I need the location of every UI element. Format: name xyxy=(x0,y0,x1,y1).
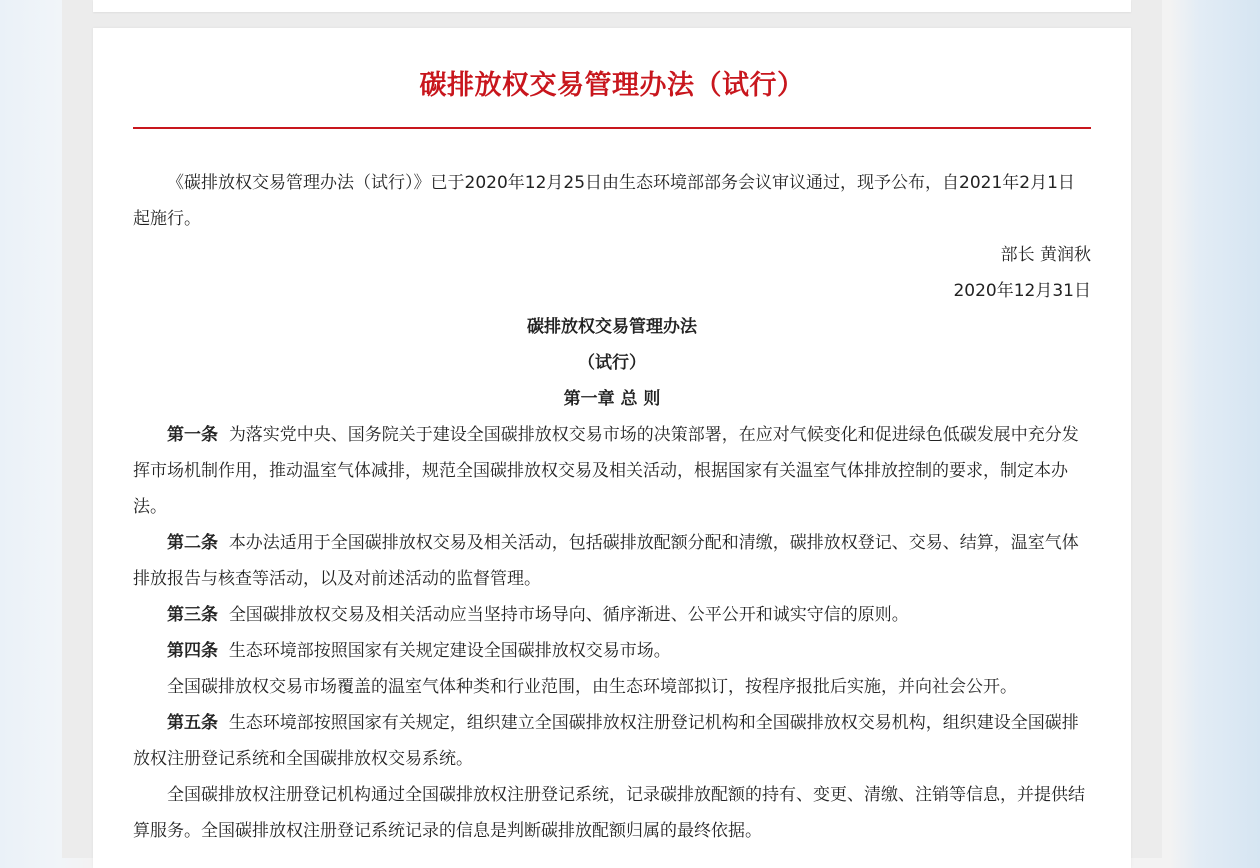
article-content xyxy=(133,28,1091,849)
article-paragraph xyxy=(133,597,1091,633)
preface-paragraph: 《碳排放权交易管理办法（试行）》已于2020年12月25日由生态环境部部务会议审议通过，现予公布，自2021年2月1日起施行。 xyxy=(133,173,1075,229)
signature-line: 部长 黄润秋 xyxy=(1000,245,1091,265)
document-subheading: （试行） xyxy=(578,353,646,373)
article-number: 第一条 xyxy=(167,425,218,445)
chapter-heading: 第一章 总 则 xyxy=(563,389,661,409)
article-continuation: 全国碳排放权交易市场覆盖的温室气体种类和行业范围，由生态环境部拟订，按程序报批后实施，并向社会公开。 xyxy=(167,677,1017,697)
previous-card-edge xyxy=(93,0,1131,12)
article-text: 本办法适用于全国碳排放权交易及相关活动，包括碳排放配额分配和清缴，碳排放权登记、交易、结算，温室气体排放报告与核查等活动，以及对前述活动的监督管理。 xyxy=(133,533,1079,589)
article-card xyxy=(93,28,1131,868)
article-title: 碳排放权交易管理办法（试行） xyxy=(419,70,805,101)
article-number: 第五条 xyxy=(167,713,218,733)
article-paragraph xyxy=(133,525,1091,597)
article-number: 第三条 xyxy=(167,605,218,625)
article-number: 第四条 xyxy=(167,641,218,661)
document-heading: 碳排放权交易管理办法 xyxy=(527,317,697,337)
article-text: 生态环境部按照国家有关规定，组织建立全国碳排放权注册登记机构和全国碳排放权交易机构，组织建设全国碳排放权注册登记系统和全国碳排放权交易系统。 xyxy=(133,713,1079,769)
article-text: 生态环境部按照国家有关规定建设全国碳排放权交易市场。 xyxy=(228,641,671,661)
date-line: 2020年12月31日 xyxy=(953,281,1091,301)
article-body xyxy=(133,165,1091,849)
article-text: 全国碳排放权交易及相关活动应当坚持市场导向、循序渐进、公平公开和诚实守信的原则。 xyxy=(228,605,909,625)
title-divider xyxy=(133,127,1091,129)
article-paragraph xyxy=(133,705,1091,777)
article-paragraph xyxy=(133,633,1091,669)
article-text: 为落实党中央、国务院关于建设全国碳排放权交易市场的决策部署，在应对气候变化和促进绿色低碳发展中充分发挥市场机制作用，推动温室气体减排，规范全国碳排放权交易及相关活动，根据国家有关温室气体排放控制的要求，制定本办法。 xyxy=(133,425,1079,517)
article-paragraph xyxy=(133,417,1091,525)
article-continuation: 全国碳排放权注册登记机构通过全国碳排放权注册登记系统，记录碳排放配额的持有、变更、清缴、注销等信息，并提供结算服务。全国碳排放权注册登记系统记录的信息是判断碳排放配额归属的最终依据。 xyxy=(133,785,1085,841)
article-number: 第二条 xyxy=(167,533,218,553)
